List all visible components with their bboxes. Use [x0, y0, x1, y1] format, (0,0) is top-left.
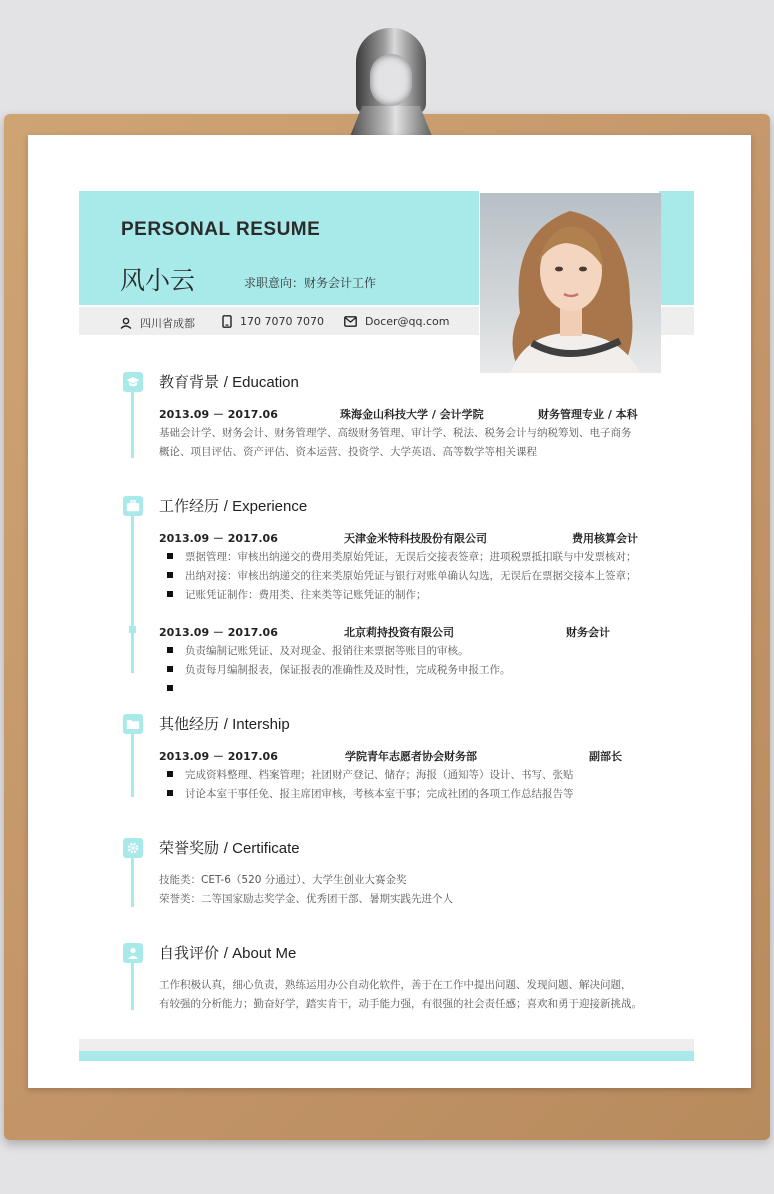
- internship-period: 2013.09 － 2017.06: [159, 750, 278, 763]
- footer-accent-bar: [79, 1051, 694, 1061]
- section-title-about: [159, 942, 296, 963]
- contact-email: [344, 315, 450, 328]
- section-title-internship-en: / Intership: [223, 716, 290, 733]
- folder-icon: [123, 714, 143, 734]
- job-1-company: 天津金米特科技股份有限公司: [344, 532, 487, 545]
- footer-grey-bar: [79, 1039, 694, 1051]
- timeline-line-certificate: [131, 857, 134, 907]
- job-1-bullet-1: [168, 549, 637, 564]
- timeline-line-internship: [131, 733, 134, 797]
- section-title-about-en: / About Me: [223, 945, 297, 962]
- job-1-bullet-3: [168, 587, 427, 602]
- certificate-line-1: 技能类：CET-6（520 分通过）、大学生创业大赛金奖: [159, 874, 407, 886]
- internship-org: 学院青年志愿者协会财务部: [345, 750, 477, 763]
- resume-paper: [28, 135, 751, 1088]
- about-line-2: 有较强的分析能力；勤奋好学，踏实肯干，动手能力强，有很强的社会责任感；喜欢和勇于迎接新挑战。: [159, 998, 642, 1010]
- resume-title: PERSONAL RESUME: [121, 219, 321, 240]
- about-line-1: 工作积极认真，细心负责，熟练运用办公自动化软件，善于在工作中提出问题、发现问题、解决问题，: [159, 979, 632, 991]
- internship-bullet-1-text: 完成资料整理、档案管理；社团财产登记、储存；海报（通知等）设计、书写、张贴: [185, 769, 574, 781]
- job-2-bullet-1-text: 负责编制记账凭证、及对现金、报销往来票据等账目的审核。: [185, 645, 469, 657]
- graduation-cap-icon: [123, 372, 143, 392]
- header-band-right: [659, 191, 694, 305]
- section-title-experience-cn: 工作经历: [159, 497, 220, 515]
- email-icon: [344, 316, 357, 327]
- portrait-illustration: [480, 193, 661, 373]
- gear-icon: [123, 838, 143, 858]
- contact-location-text: 四川省成都: [140, 317, 195, 330]
- profile-photo: [480, 193, 661, 373]
- job-2-position: 财务会计: [566, 626, 610, 639]
- job-2-bullet-2: [168, 662, 511, 677]
- contact-location: [120, 315, 195, 331]
- internship-role: 副部长: [589, 750, 622, 763]
- internship-bullet-2-text: 讨论本室干事任免、报主席团审核，考核本室干事；完成社团的各项工作总结报告等: [185, 788, 574, 800]
- section-title-internship-cn: 其他经历: [159, 715, 220, 733]
- section-title-certificate-en: / Certificate: [223, 840, 300, 857]
- timeline-marker-job-2: [129, 626, 136, 633]
- certificate-line-2: 荣誉类：二等国家励志奖学金、优秀团干部、暑期实践先进个人: [159, 893, 453, 905]
- job-1-period: 2013.09 － 2017.06: [159, 532, 278, 545]
- job-1-position: 费用核算会计: [572, 532, 638, 545]
- education-courses-line-2: 概论、项目评估、资产评估、资本运营、投资学、大学英语、高等数学等相关课程: [159, 446, 537, 458]
- timeline-line-experience: [131, 515, 134, 673]
- location-pin-icon: [120, 317, 132, 329]
- internship-bullet-2: [168, 786, 574, 801]
- section-title-experience: [159, 495, 307, 516]
- job-2-bullet-3: [168, 681, 185, 693]
- section-title-certificate: [159, 837, 300, 858]
- candidate-name: 风小云: [120, 266, 196, 295]
- section-title-education: [159, 371, 299, 392]
- section-title-internship: [159, 713, 290, 734]
- section-title-education-en: / Education: [223, 374, 299, 391]
- job-2-company: 北京莉持投资有限公司: [344, 626, 454, 639]
- job-2-bullet-1: [168, 643, 469, 658]
- timeline-line-education: [131, 391, 134, 458]
- education-school: 珠海金山科技大学 / 会计学院: [340, 408, 484, 421]
- job-1-bullet-2: [168, 568, 637, 583]
- binder-clip-ring-hole: [370, 54, 412, 106]
- job-2-period: 2013.09 － 2017.06: [159, 626, 278, 639]
- job-1-bullet-1-text: 票据管理：审核出纳递交的费用类原始凭证，无误后交接表签章；进项税票抵扣联与中发票核对；: [185, 551, 637, 563]
- timeline-line-about: [131, 962, 134, 1010]
- education-period: 2013.09 － 2017.06: [159, 408, 278, 421]
- internship-bullet-1: [168, 767, 574, 782]
- education-courses-line-1: 基础会计学、财务会计、财务管理学、高级财务管理、审计学、税法、税务会计与纳税筹划、电子商务: [159, 427, 632, 439]
- contact-phone-text: 170 7070 7070: [240, 315, 324, 328]
- section-title-about-cn: 自我评价: [159, 944, 220, 962]
- contact-phone: [222, 315, 324, 328]
- section-title-certificate-cn: 荣誉奖励: [159, 839, 220, 857]
- user-group-icon: [123, 943, 143, 963]
- job-1-bullet-2-text: 出纳对接：审核出纳递交的往来类原始凭证与银行对账单确认勾选，无误后在票据交接本上签章；: [185, 570, 637, 582]
- job-1-bullet-3-text: 记账凭证制作：费用类、往来类等记账凭证的制作；: [185, 589, 427, 601]
- phone-icon: [222, 315, 232, 328]
- job-intent: 求职意向：财务会计工作: [244, 276, 377, 290]
- education-major: 财务管理专业 / 本科: [538, 408, 638, 421]
- contact-bar-right: [659, 307, 694, 335]
- contact-email-text: Docer@qq.com: [365, 315, 450, 328]
- briefcase-icon: [123, 496, 143, 516]
- job-2-bullet-2-text: 负责每月编制报表，保证报表的准确性及及时性，完成税务申报工作。: [185, 664, 511, 676]
- section-title-education-cn: 教育背景: [159, 373, 220, 391]
- section-title-experience-en: / Experience: [223, 498, 308, 515]
